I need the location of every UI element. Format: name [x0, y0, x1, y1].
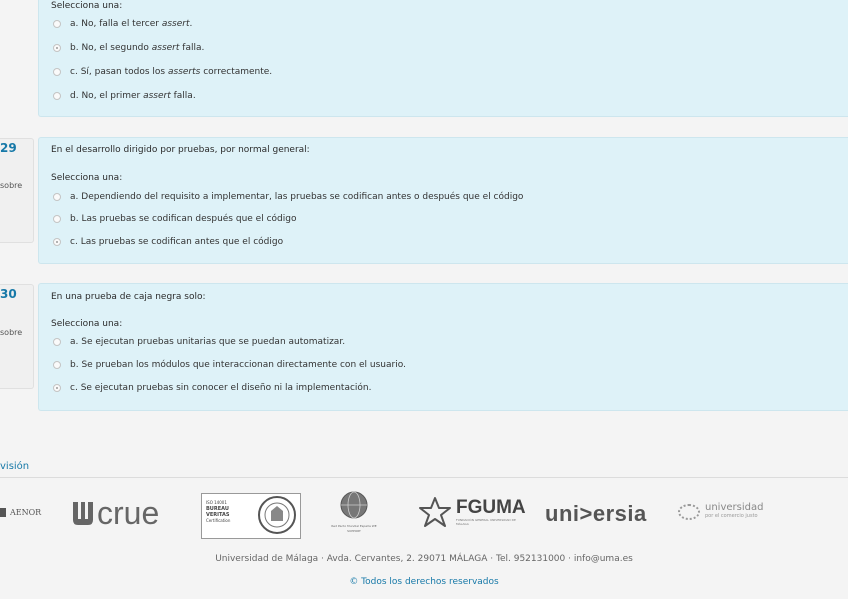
bureau-veritas-seal-icon — [257, 495, 297, 535]
fguma-logo[interactable] — [418, 496, 526, 528]
option-c[interactable] — [53, 237, 283, 247]
aenor-text: AENOR — [10, 508, 42, 517]
global-compact-caption: Red Pacto Mundial España WE SUPPORT — [331, 524, 377, 533]
option-a[interactable] — [53, 337, 345, 347]
question-prompt: Selecciona una: — [51, 1, 123, 11]
footer-copyright[interactable]: © Todos los derechos reservados — [349, 577, 499, 587]
option-c[interactable] — [53, 67, 272, 77]
option-label: c. Sí, pasan todos los asserts correctamente. — [70, 67, 273, 77]
bureau-veritas-text: ISO 14001 BUREAU VERITAS Certification — [206, 500, 231, 523]
question-29-content — [38, 137, 848, 264]
option-a[interactable] — [53, 19, 192, 29]
question-text: En el desarrollo dirigido por pruebas, por normal general: — [51, 145, 310, 155]
question-number: 29 — [0, 141, 17, 155]
radio-button-checked[interactable] — [53, 384, 61, 392]
footer-address: Universidad de Málaga · Avda. Cervantes, 2. 29071 MÁLAGA · Tel. 952131000 · info@uma.es — [215, 554, 633, 564]
question-28-content — [38, 0, 848, 117]
radio-button[interactable] — [53, 338, 61, 346]
crue-logo[interactable] — [72, 497, 159, 529]
option-label: a. No, falla el tercer assert. — [70, 19, 193, 29]
radio-button-checked[interactable] — [53, 44, 61, 52]
option-b[interactable] — [53, 43, 204, 53]
radio-button[interactable] — [53, 193, 61, 201]
bureau-veritas-logo[interactable] — [201, 493, 301, 539]
question-prompt: Selecciona una: — [51, 319, 123, 329]
fguma-subtitle: FUNDACIÓN GENERAL UNIVERSIDAD DE MÁLAGA — [456, 518, 516, 526]
radio-button[interactable] — [53, 68, 61, 76]
option-b[interactable] — [53, 360, 406, 370]
option-label: a. Se ejecutan pruebas unitarias que se puedan automatizar. — [70, 337, 346, 347]
footer-divider — [0, 477, 848, 478]
option-label: c. Las pruebas se codifican antes que el código — [70, 237, 284, 247]
option-label: d. No, el primer assert falla. — [70, 91, 196, 101]
option-label: b. Las pruebas se codifican después que el código — [70, 214, 297, 224]
question-mark: sobre — [0, 328, 23, 337]
option-label: b. Se prueban los módulos que interaccionan directamente con el usuario. — [70, 360, 406, 370]
option-label: a. Dependiendo del requisito a implementar, las pruebas se codifican antes o después que el código — [70, 192, 524, 202]
radio-button-checked[interactable] — [53, 238, 61, 246]
question-prompt: Selecciona una: — [51, 173, 123, 183]
radio-button[interactable] — [53, 20, 61, 28]
fguma-text: FGUMA — [456, 497, 526, 518]
aenor-logo[interactable] — [0, 508, 41, 517]
universidad-comercio-justo-logo[interactable] — [678, 503, 763, 520]
radio-button[interactable] — [53, 215, 61, 223]
universidad-text: universidad — [705, 502, 764, 513]
crue-mark-icon — [72, 500, 94, 526]
question-number: 30 — [0, 287, 17, 301]
question-mark: sobre — [0, 181, 23, 190]
radio-button[interactable] — [53, 92, 61, 100]
aenor-mark-icon — [0, 508, 6, 517]
question-text: En una prueba de caja negra solo: — [51, 292, 206, 302]
question-30-content — [38, 283, 848, 411]
option-b[interactable] — [53, 214, 296, 224]
option-label: b. No, el segundo assert falla. — [70, 43, 205, 53]
universia-text: uni>ersia — [545, 501, 647, 526]
option-label: c. Se ejecutan pruebas sin conocer el diseño ni la implementación. — [70, 383, 372, 393]
global-compact-logo[interactable] — [328, 490, 380, 538]
fair-trade-icon — [678, 504, 700, 520]
finish-review-link[interactable]: visión — [0, 461, 30, 472]
comercio-justo-text: por el comercio justo — [705, 513, 758, 519]
option-d[interactable] — [53, 91, 196, 101]
crue-text: crue — [97, 495, 160, 531]
option-a[interactable] — [53, 192, 523, 202]
globe-icon — [339, 490, 369, 520]
universia-logo[interactable] — [545, 501, 647, 527]
star-icon — [418, 496, 452, 528]
radio-button[interactable] — [53, 361, 61, 369]
option-c[interactable] — [53, 383, 371, 393]
